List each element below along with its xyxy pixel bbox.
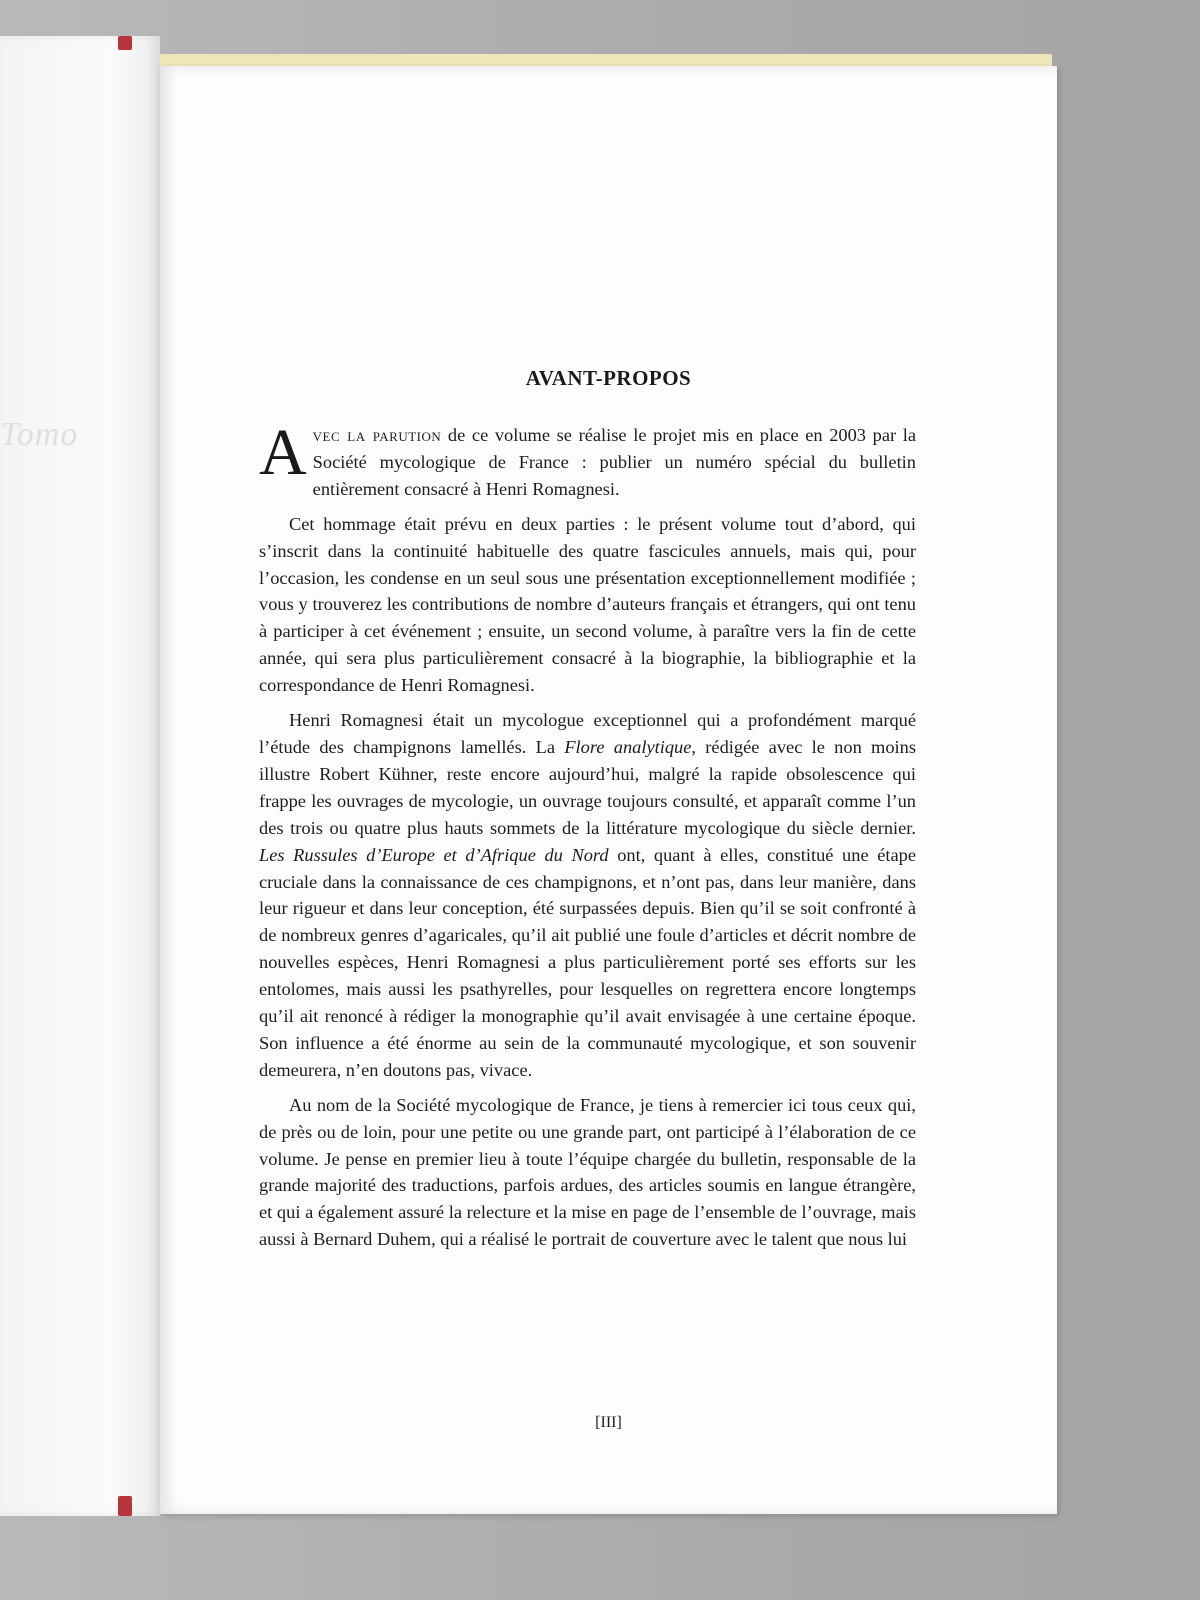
facing-left-page <box>0 36 160 1516</box>
page-number: [III] <box>595 1414 622 1431</box>
book-title-russules: Les Russules d’Europe et d’Afrique du Nord <box>259 844 609 865</box>
book-title-flore: Flore analytique <box>564 736 692 757</box>
paragraph-1 <box>259 416 916 503</box>
book-page <box>160 66 1057 1514</box>
paragraph-3-text-c: ont, quant à elles, constitué une étape cruciale dans la connaissance de ces champignons, et n’ont pas, dans leur manière, dans leur rigueur et dans leur conception, été surpassées depuis. Bien qu’il se soit confronté à de nombreux genres d’agaricales, qu’il ait publié une foule d’articles et décrit nombre de nouvelles espèces, Henri Romagnesi a plus particulièrement porté ses efforts sur les entolomes, mais aussi les psathyrelles, pour lesquelles on regrettera encore longtemps qu’il ait renoncé à rédiger la monographie qu’il avait envisagée à une certaine époque. Son influence a été énorme au sein de la communauté mycologique, et son souvenir demeurera, n’en doutons pas, vivace. <box>259 844 917 1080</box>
show-through-text: Tomo <box>0 416 79 453</box>
paragraph-2: Cet hommage était prévu en deux parties : le présent volume tout d’abord, qui s’inscrit dans la continuité habituelle des quatre fascicules annuels, mais qui, pour l’occasion, les condense en un seul sous une présentation exceptionnellement modifiée ; vous y trouverez les contributions de nombre d’auteurs français et étrangers, qui ont tenu à participer à cet événement ; ensuite, un second volume, à paraître vers la fin de cette année, qui sera plus particulièrement consacré à la biographie, la bibliographie et la correspondance de Henri Romagnesi. <box>259 513 916 696</box>
drop-cap: A <box>259 416 307 489</box>
paragraph-4: Au nom de la Société mycologique de France, je tiens à remercier ici tous ceux qui, de près ou de loin, pour une petite ou une grande part, ont participé à l’élaboration de ce volume. Je pense en premier lieu à toute l’équipe chargée du bulletin, responsable de la grande majorité des traductions, parfois ardues, des articles soumis en langue étrangère, et qui a également assuré la relecture et la mise en page de l’ensemble de l’ouvrage, mais aussi à Bernard Duhem, qui a réalisé le portrait de couverture avec le talent que nous lui <box>259 1094 916 1250</box>
paragraph-3-text-b: , rédigée avec le non moins illustre Robert Kühner, reste encore aujourd’hui, malgré la rapide obsolescence qui frappe les ouvrages de mycologie, un ouvrage toujours consulté, et apparaît comme l’un des trois ou quatre plus hauts sommets de la littérature mycologique du siècle dernier. <box>259 736 917 838</box>
page-body <box>259 416 917 1261</box>
page-title: AVANT-PROPOS <box>525 366 692 390</box>
paragraph-1-text: de ce volume se réalise le projet mis en place en 2003 par la Société mycologique de France : publier un numéro spécial du bulletin entièrement consacré à Henri Romagnesi. <box>312 425 916 499</box>
headband-top <box>118 36 132 50</box>
paragraph-3-text-a: Henri Romagnesi était un mycologue exceptionnel qui a profondément marqué l’étude des champignons lamellés. La <box>259 710 916 757</box>
headband-bottom <box>118 1496 132 1516</box>
small-caps-opening: vec la parution <box>312 425 442 445</box>
paragraph-3 <box>259 707 916 1084</box>
